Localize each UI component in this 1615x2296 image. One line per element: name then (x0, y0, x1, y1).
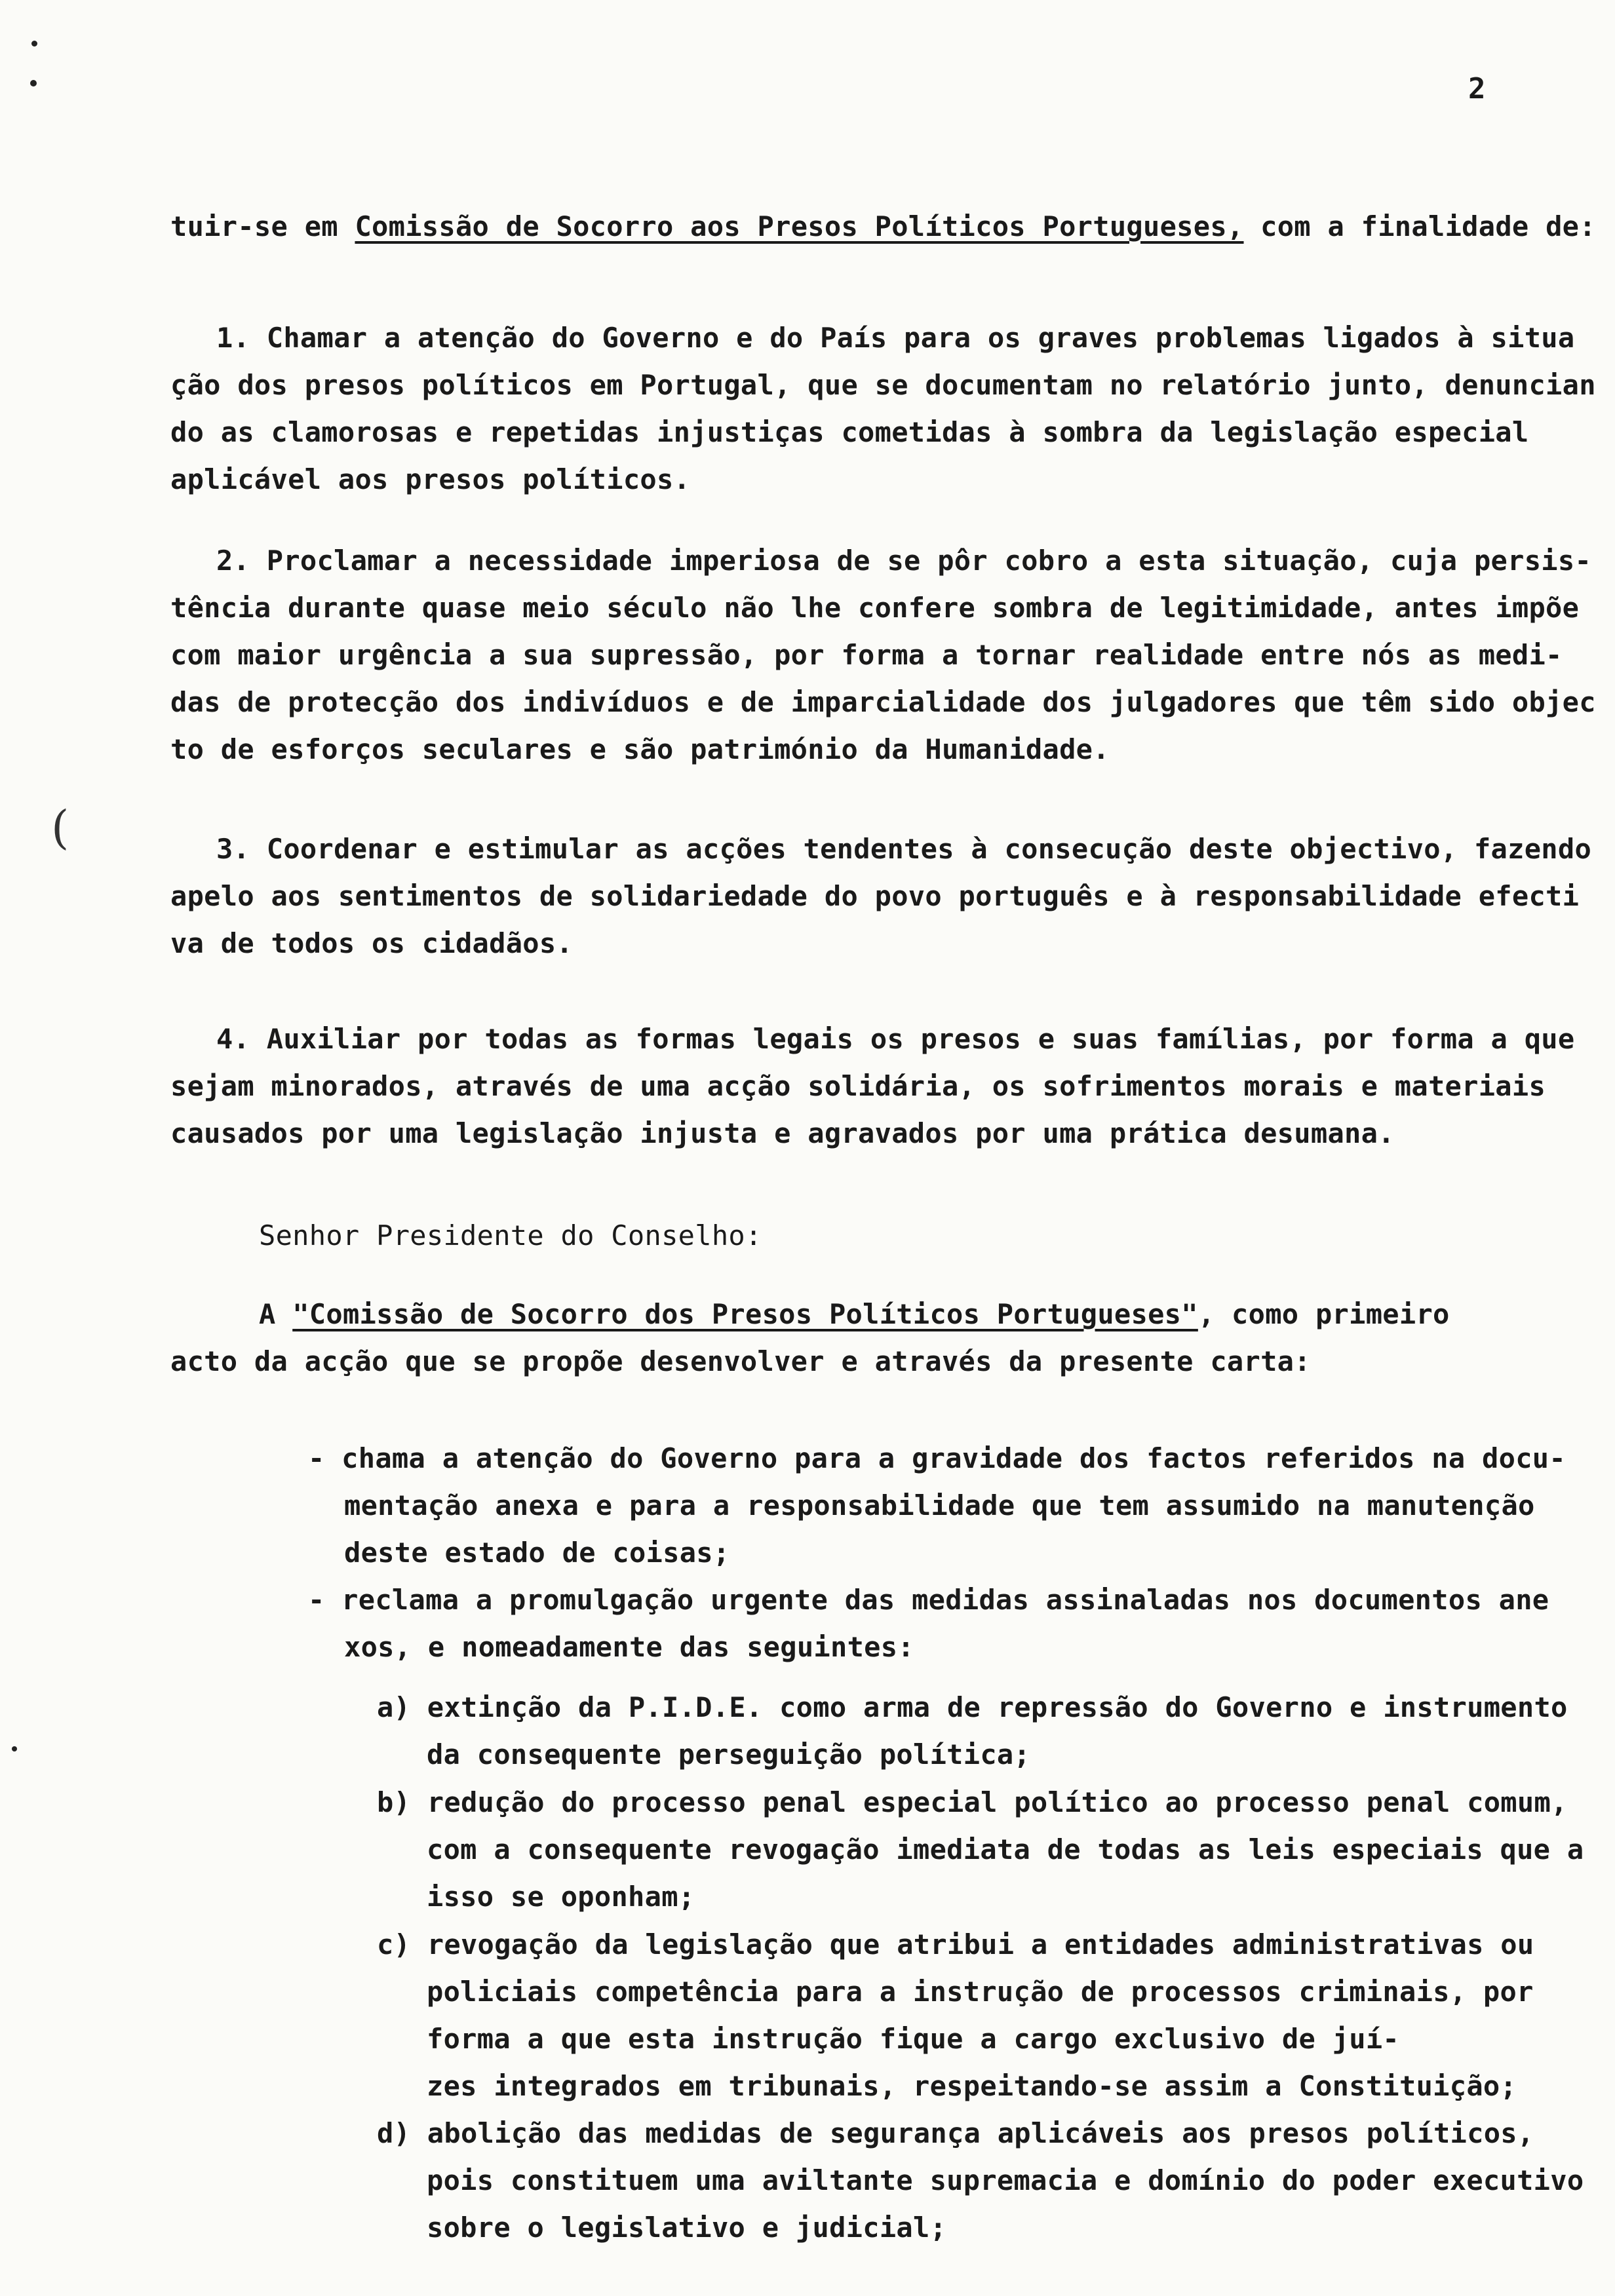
scan-speck (30, 80, 37, 86)
item-3 (170, 826, 1592, 967)
item-4 (170, 1016, 1575, 1157)
dash-line: - chama a atenção do Governo para a gravidade dos factos referidos na docu- (308, 1442, 1566, 1474)
subitem-label: d) (377, 2117, 411, 2149)
item-1 (170, 315, 1596, 503)
subitem-line: com a consequente revogação imediata de todas as leis especiais que a (427, 1833, 1584, 1866)
subitem-line: abolição das medidas de segurança aplicáveis aos presos políticos, (427, 2117, 1534, 2149)
item-line: com maior urgência a sua supressão, por forma a tornar realidade entre nós as medi- (170, 639, 1563, 671)
item-line: das de protecção dos indivíduos e de imparcialidade dos julgadores que têm sido objec (170, 686, 1596, 718)
dash-item-1 (308, 1435, 1566, 1577)
para-rest: , como primeiro (1197, 1298, 1450, 1330)
intro-after: com a finalidade de: (1243, 210, 1596, 242)
intro-before: tuir-se em (170, 210, 355, 242)
subitem-line: forma a que esta instrução fique a cargo exclusivo de juí- (427, 2023, 1399, 2055)
subitem-line: revogação da legislação que atribui a entidades administrativas ou (427, 1928, 1534, 1961)
committee-name: Comissão de Socorro aos Presos Políticos Portugueses, (355, 210, 1244, 242)
margin-bracket-mark: ( (51, 801, 69, 854)
para-line: acto da acção que se propõe desenvolver e através da presente carta: (170, 1345, 1311, 1377)
item-line: 1. Chamar a atenção do Governo e do País para os graves problemas ligados à situa (216, 322, 1575, 354)
subitem-line: extinção da P.I.D.E. como arma de repressão do Governo e instrumento (427, 1691, 1568, 1723)
item-line: sejam minorados, através de uma acção solidária, os sofrimentos morais e materiais (170, 1070, 1546, 1102)
item-line: to de esforços seculares e são património da Humanidade. (170, 733, 1110, 765)
dash-line: mentação anexa e para a responsabilidade que tem assumido na manutenção (344, 1489, 1535, 1521)
subitem-line: zes integrados em tribunais, respeitando-se assim a Constituição; (427, 2070, 1517, 2102)
letter-paragraph (170, 1291, 1450, 1385)
subitem-label: b) (377, 1786, 411, 1818)
subitem-line: isso se oponham; (427, 1881, 695, 1913)
dash-line: - reclama a promulgação urgente das medidas assinaladas nos documentos ane (308, 1584, 1549, 1616)
scan-speck (31, 41, 37, 47)
intro-line (170, 203, 1596, 250)
subitem-c (377, 1921, 1534, 2110)
dash-line: xos, e nomeadamente das seguintes: (344, 1631, 914, 1663)
item-line: 3. Coordenar e estimular as acções tendentes à consecução deste objectivo, fazendo (216, 833, 1592, 865)
item-2 (170, 537, 1596, 773)
salutation: Senhor Presidente do Conselho: (259, 1219, 762, 1252)
item-line: causados por uma legislação injusta e agravados por uma prática desumana. (170, 1117, 1395, 1149)
item-line: apelo aos sentimentos de solidariedade do povo português e à responsabilidade efecti (170, 880, 1580, 912)
dash-item-2 (308, 1577, 1549, 1671)
subitem-b (377, 1779, 1584, 1921)
item-line: ção dos presos políticos em Portugal, que se documentam no relatório junto, denuncian (170, 369, 1596, 401)
subitem-label: a) (377, 1691, 411, 1723)
scan-speck (12, 1746, 17, 1751)
item-line: va de todos os cidadãos. (170, 927, 574, 959)
committee-name-quoted: "Comissão de Socorro dos Presos Políticos Portugueses" (292, 1298, 1198, 1330)
subitem-line: sobre o legislativo e judicial; (427, 2211, 947, 2244)
subitem-line: redução do processo penal especial político ao processo penal comum, (427, 1786, 1568, 1818)
item-line: tência durante quase meio século não lhe confere sombra de legitimidade, antes impõe (170, 592, 1580, 624)
page-number: 2 (1468, 72, 1486, 105)
subitem-label: c) (377, 1928, 411, 1961)
dash-line: deste estado de coisas; (344, 1537, 730, 1569)
subitem-d (377, 2110, 1584, 2251)
subitem-line: da consequente perseguição política; (427, 1738, 1031, 1770)
item-line: do as clamorosas e repetidas injustiças cometidas à sombra da legislação especial (170, 416, 1529, 448)
subitem-a (377, 1684, 1568, 1778)
item-line: aplicável aos presos políticos. (170, 463, 691, 495)
subitem-line: pois constituem uma aviltante supremacia e domínio do poder executivo (427, 2164, 1584, 2196)
item-line: 2. Proclamar a necessidade imperiosa de se pôr cobro a esta situação, cuja persis- (216, 545, 1592, 577)
item-line: 4. Auxiliar por todas as formas legais os presos e suas famílias, por forma a que (216, 1023, 1575, 1055)
para-prefix: A (259, 1298, 293, 1330)
subitem-line: policiais competência para a instrução de processos criminais, por (427, 1976, 1534, 2008)
